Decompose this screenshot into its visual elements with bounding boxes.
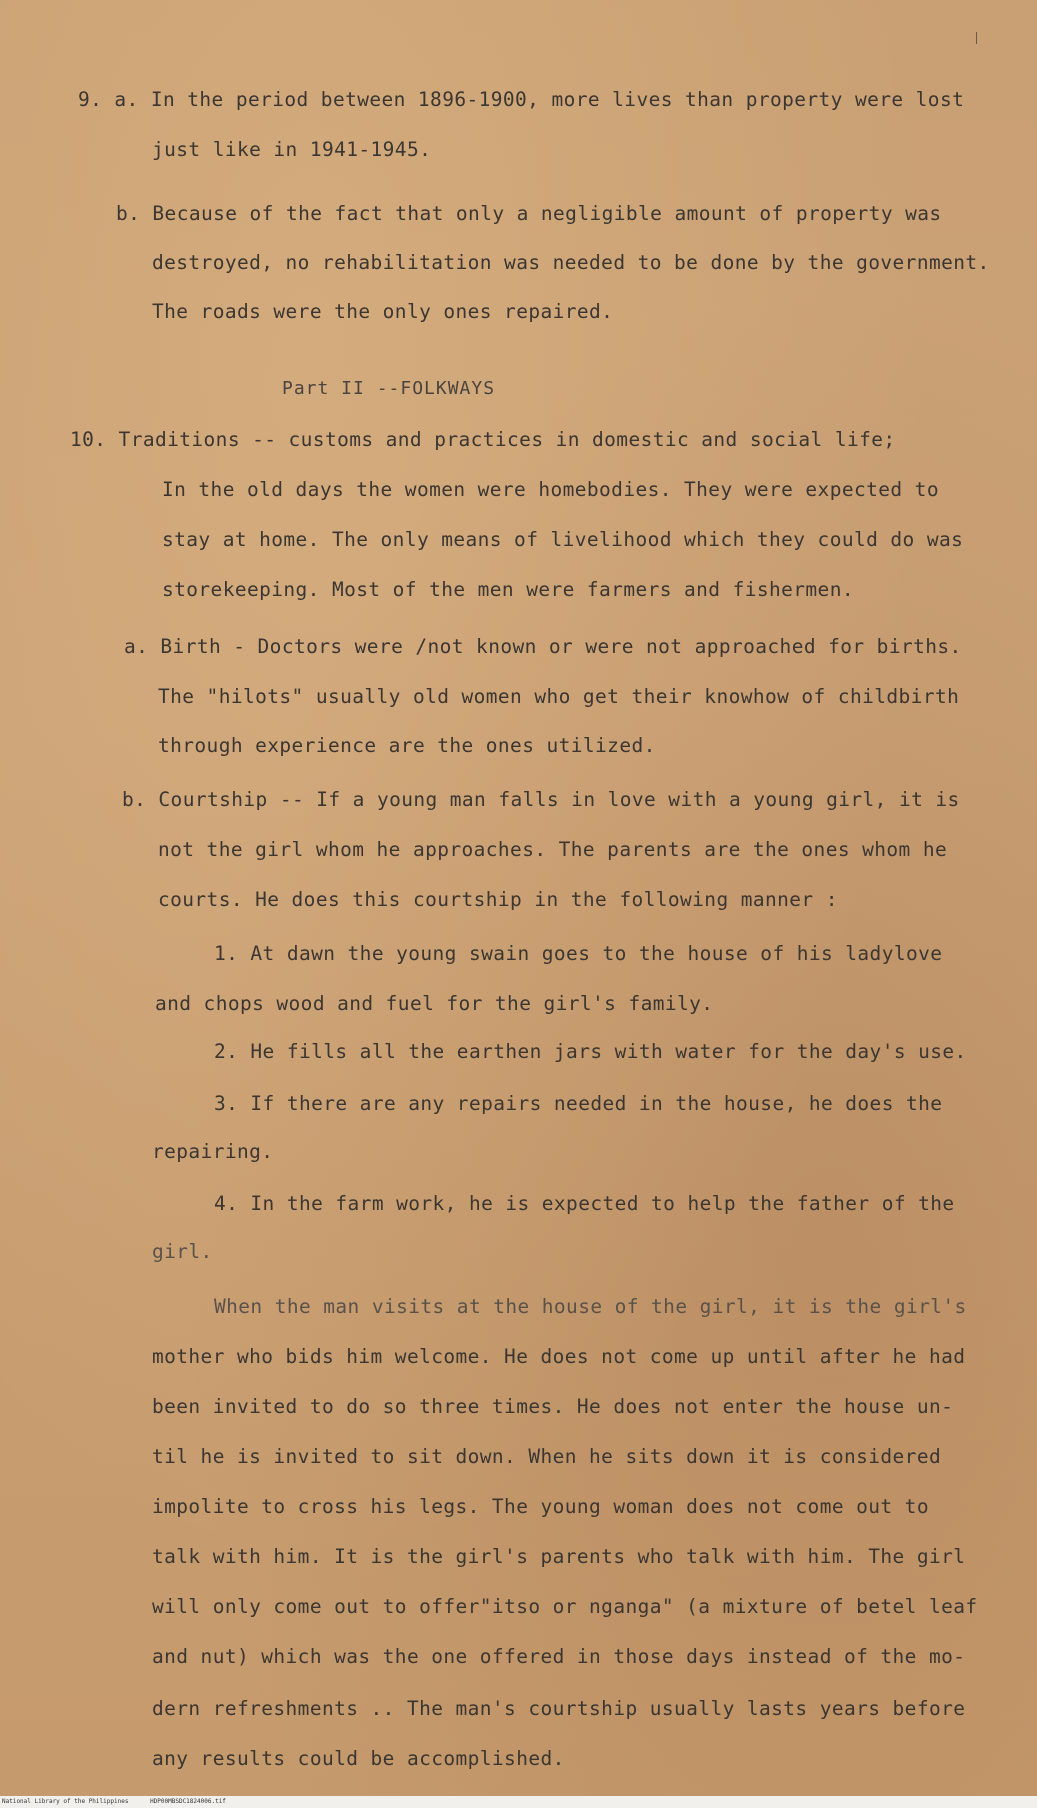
text-line-26: been invited to do so three times. He does not enter the house un- <box>152 1395 954 1418</box>
text-line-7: 10. Traditions -- customs and practices in domestic and social life; <box>70 428 896 451</box>
text-line-2: just like in 1941-1945. <box>152 138 432 161</box>
text-line-25: mother who bids him welcome. He does not come up until after he had <box>152 1345 966 1368</box>
text-line-31: and nut) which was the one offered in those days instead of the mo- <box>152 1645 966 1668</box>
text-line-32: dern refreshments .. The man's courtship usually lasts years before <box>152 1697 966 1720</box>
text-line-13: through experience are the ones utilized. <box>158 734 656 757</box>
text-line-17: 1. At dawn the young swain goes to the house of his ladylove <box>214 942 943 965</box>
text-line-20: 3. If there are any repairs needed in the house, he does the <box>214 1092 943 1115</box>
text-line-9: stay at home. The only means of livelihood which they could do was <box>162 528 964 551</box>
text-line-18: and chops wood and fuel for the girl's family. <box>155 992 714 1015</box>
section-heading: Part II --FOLKWAYS <box>282 378 496 399</box>
scan-footer <box>0 1796 1037 1808</box>
text-line-5: The roads were the only ones repaired. <box>152 300 614 323</box>
text-line-21: repairing. <box>152 1140 274 1163</box>
footer-library: National Library of the Philippines <box>2 1798 129 1805</box>
text-line-12: The "hilots" usually old women who get their knowhow of childbirth <box>158 685 960 708</box>
text-line-3: b. Because of the fact that only a negligible amount of property was <box>116 202 942 225</box>
text-line-29: talk with him. It is the girl's parents who talk with him. The girl <box>152 1545 966 1568</box>
margin-mark <box>976 32 977 44</box>
text-line-10: storekeeping. Most of the men were farmers and fishermen. <box>162 578 854 601</box>
text-line-4: destroyed, no rehabilitation was needed to be done by the government. <box>152 251 990 274</box>
text-line-24: When the man visits at the house of the girl, it is the girl's <box>214 1295 967 1318</box>
text-line-15: not the girl whom he approaches. The parents are the ones whom he <box>158 838 948 861</box>
text-line-8: In the old days the women were homebodies. They were expected to <box>162 478 939 501</box>
footer-file-id: HDP00MBSDC1824006.tif <box>150 1798 226 1805</box>
text-line-28: impolite to cross his legs. The young woman does not come out to <box>152 1495 929 1518</box>
text-line-27: til he is invited to sit down. When he sits down it is considered <box>152 1445 942 1468</box>
text-line-30: will only come out to offer"itso or nganga" (a mixture of betel leaf <box>152 1595 978 1618</box>
text-line-22: 4. In the farm work, he is expected to help the father of the <box>214 1192 955 1215</box>
text-line-1: 9. a. In the period between 1896-1900, more lives than property were lost <box>78 88 965 111</box>
text-line-19: 2. He fills all the earthen jars with water for the day's use. <box>214 1040 967 1063</box>
text-line-33: any results could be accomplished. <box>152 1747 565 1770</box>
text-line-14: b. Courtship -- If a young man falls in love with a young girl, it is <box>122 788 960 811</box>
text-line-23: girl. <box>152 1240 213 1263</box>
text-line-11: a. Birth - Doctors were /not known or were not approached for births. <box>124 635 962 658</box>
text-line-16: courts. He does this courtship in the following manner : <box>158 888 838 911</box>
